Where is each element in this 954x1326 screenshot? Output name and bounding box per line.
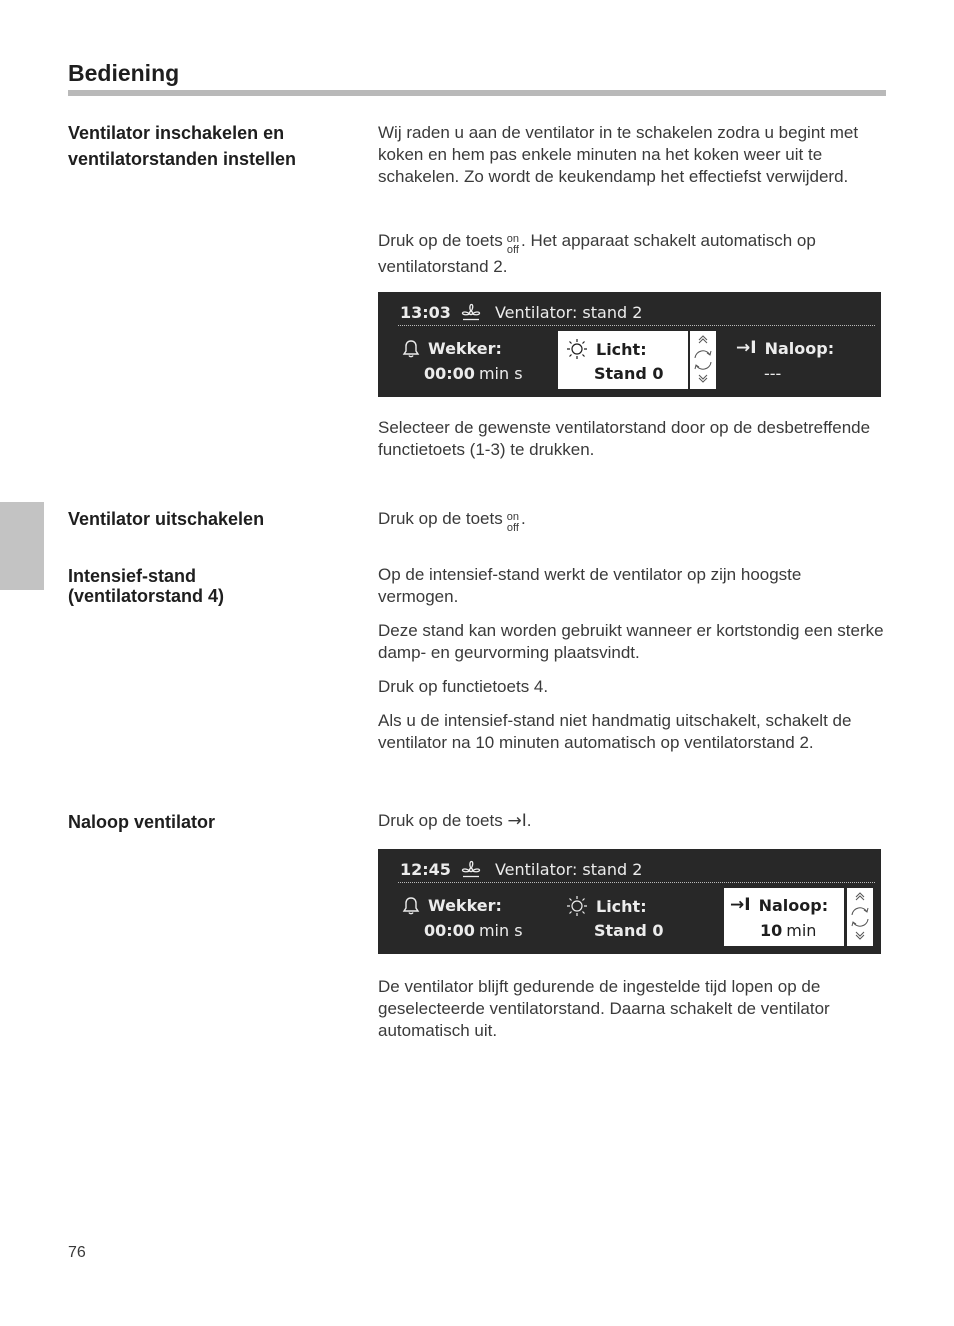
para-intensief-3: Druk op functietoets 4. (378, 677, 549, 696)
light-icon (564, 338, 590, 360)
page-title: Bediening (68, 60, 180, 86)
scroll-selector[interactable] (690, 331, 716, 389)
display-cell-naloop[interactable] (724, 888, 844, 946)
para-naloop-toets: Druk op de toets →I. (378, 811, 532, 831)
display-cell-licht[interactable] (558, 888, 688, 946)
heading-naloop: Naloop ventilator (68, 812, 216, 832)
scroll-selector[interactable] (847, 888, 873, 946)
heading-inschakelen (68, 120, 348, 172)
licht-label: Licht: (564, 895, 647, 917)
display-time: 13:03 (400, 302, 451, 322)
light-icon (564, 895, 590, 917)
display-status-bar (400, 301, 642, 323)
display-divider (398, 325, 875, 326)
heading-line: ventilatorstanden instellen (68, 149, 297, 169)
para-uitschakelen: Druk op de toets on off . (378, 509, 526, 534)
page-number: 76 (68, 1244, 86, 1261)
display-divider (398, 882, 875, 883)
rotate-arrows-icon (847, 888, 873, 946)
display-panel-2 (378, 849, 881, 954)
heading-line: Intensief-stand (68, 566, 197, 586)
para-inschakelen-select: Selecteer de gewenste ventilatorstand door op de desbetreffende functietoets (1-3) te drukken. (378, 418, 871, 459)
display-panel-1 (378, 292, 881, 397)
heading-line: Ventilator inschakelen en (68, 123, 285, 143)
naloop-arrow-icon: →I (736, 338, 757, 358)
display-status-text: Ventilator: stand 2 (494, 859, 643, 879)
bell-icon (400, 338, 422, 358)
naloop-value: --- (764, 364, 782, 383)
wekker-label: Wekker: (400, 895, 502, 915)
heading-uitschakelen: Ventilator uitschakelen (68, 509, 265, 529)
display-status-text: Ventilator: stand 2 (494, 302, 643, 322)
text: . Het apparaat schakelt automatisch op ventilatorstand 2. (378, 231, 816, 276)
para-intensief-1: Op de intensief-stand werkt de ventilator op zijn hoogste vermogen. (378, 565, 802, 606)
display-time: 12:45 (400, 859, 451, 879)
display-cell-wekker[interactable] (394, 331, 524, 389)
naloop-value: 10 min (760, 921, 817, 940)
fan-icon (459, 860, 483, 878)
naloop-arrow-icon: →I (730, 895, 751, 915)
fan-icon (459, 303, 483, 321)
heading-line: (ventilatorstand 4) (68, 586, 225, 606)
display-status-bar (400, 858, 642, 880)
rotate-arrows-icon (690, 331, 716, 389)
naloop-label: →I Naloop: (736, 338, 835, 358)
para-inschakelen-intro: Wij raden u aan de ventilator in te schakelen zodra u begint met koken en hem pas enkele minuten na het koken weer uit te schakelen. Zo wordt de keukendamp het effectiefst verwijderd. (378, 123, 859, 186)
wekker-value: 00:00 min s (424, 921, 523, 940)
side-tab-marker (0, 502, 44, 590)
text: Druk op de toets (378, 231, 503, 250)
licht-value: Stand 0 (594, 921, 664, 940)
wekker-value: 00:00 min s (424, 364, 523, 383)
licht-value: Stand 0 (594, 364, 664, 383)
licht-label: Licht: (564, 338, 647, 360)
display-cell-licht[interactable] (558, 331, 688, 389)
onoff-icon: on off (506, 233, 519, 256)
bell-icon (400, 895, 422, 915)
naloop-label: →I Naloop: (730, 895, 829, 915)
heading-intensief (68, 566, 348, 606)
wekker-label: Wekker: (400, 338, 502, 358)
naloop-arrow-icon: →I (507, 811, 527, 831)
para-intensief-2: Deze stand kan worden gebruikt wanneer er kortstondig een sterke damp- en geurvorming plaatsvindt. (378, 621, 884, 662)
onoff-icon: on off (506, 511, 519, 534)
para-inschakelen-toets (378, 230, 886, 278)
title-rule (68, 90, 886, 96)
para-naloop-result: De ventilator blijft gedurende de ingestelde tijd lopen op de geselecteerde ventilatorstand. Daarna schakelt de ventilator automatisch uit. (378, 977, 830, 1040)
display-cell-wekker[interactable] (394, 888, 524, 946)
para-intensief-4: Als u de intensief-stand niet handmatig uitschakelt, schakelt de ventilator na 10 minuten automatisch op ventilatorstand 2. (378, 711, 852, 752)
display-cell-naloop[interactable] (730, 331, 870, 389)
